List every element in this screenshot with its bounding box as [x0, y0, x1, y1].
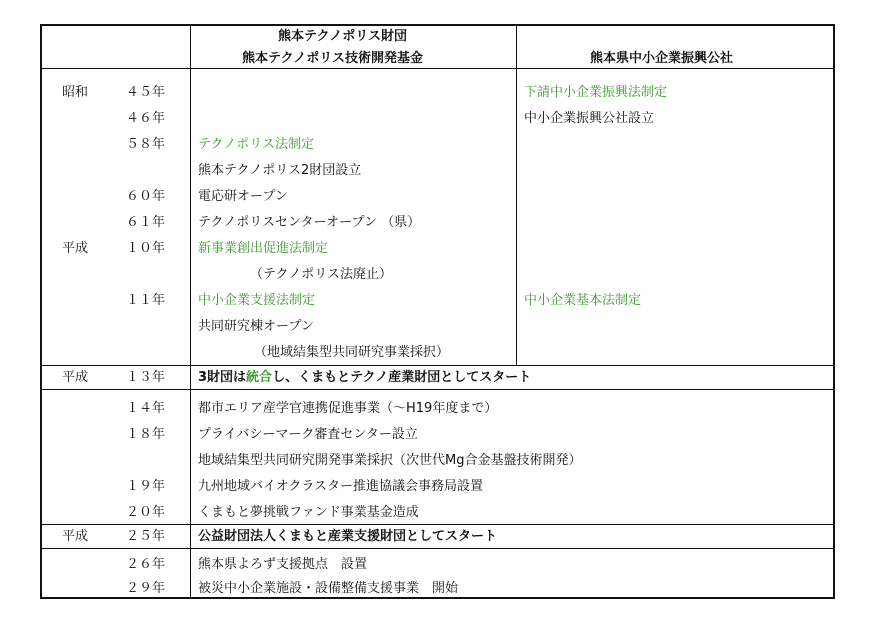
year-label: １０年 [126, 241, 166, 256]
event-col2: 新事業創出促進法制定 [198, 241, 329, 256]
timeline-table [40, 24, 835, 599]
event-col2-note: （地域結集型共同研究事業採択） [254, 345, 450, 360]
row-rule-h25-bottom [42, 548, 833, 549]
era-label: 平成 [62, 241, 89, 256]
year-label: ２０年 [126, 505, 166, 520]
col-divider-1 [190, 26, 191, 365]
row-rule-h25-top [42, 524, 833, 525]
year-label: １４年 [126, 401, 166, 416]
event-col2: 公益財団法人くまもと産業支援財団としてスタート [198, 529, 498, 544]
era-label: 平成 [62, 529, 89, 544]
event-col2: プライバシーマーク審査センター設立 [198, 427, 418, 442]
event-col2: テクノポリスセンターオープン （県） [198, 215, 421, 230]
year-label: ２５年 [126, 529, 166, 544]
row-rule-h13-top [42, 365, 833, 366]
col-divider-1-lower [190, 365, 191, 597]
header-rule [42, 68, 833, 69]
era-label: 昭和 [62, 85, 89, 100]
event-col2: テクノポリス法制定 [198, 137, 314, 152]
event-col3: 中小企業基本法制定 [524, 293, 642, 308]
merge-text-c: し、くまもとテクノ産業財団としてスタート [272, 370, 532, 385]
event-col2: 熊本県よろず支援拠点 設置 [198, 557, 368, 572]
header-col2-line2: 熊本テクノポリス技術開発基金 [242, 51, 423, 66]
row-rule-h13-bottom [42, 389, 833, 390]
year-label: ４６年 [126, 111, 166, 126]
event-col3: 下請中小企業振興法制定 [524, 85, 668, 100]
event-col2: 地域結集型共同研究開発事業採択（次世代Mg合金基盤技術開発） [198, 453, 582, 468]
year-label: １８年 [126, 427, 166, 442]
event-col2-note: （テクノポリス法廃止） [250, 267, 392, 282]
year-label: １１年 [126, 293, 166, 308]
event-col2: 九州地域バイオクラスター推進協議会事務局設置 [198, 479, 483, 494]
event-col2: 電応研オープン [198, 189, 288, 204]
year-label: ５８年 [126, 137, 166, 152]
header-col2-line1: 熊本テクノポリス財団 [278, 29, 407, 44]
year-label: ６１年 [126, 215, 166, 230]
year-label: １９年 [126, 479, 166, 494]
event-col3: 中小企業振興公社設立 [524, 111, 655, 126]
event-col2: 都市エリア産学官連携促進事業（～H19年度まで） [198, 401, 498, 416]
merge-text-highlight: 統合 [246, 370, 273, 385]
event-col2: 熊本テクノポリス2財団設立 [198, 163, 362, 178]
year-label: １３年 [126, 370, 166, 385]
col-divider-2 [516, 26, 517, 365]
year-label: ４５年 [126, 85, 166, 100]
event-col2: くまもと夢挑戦ファンド事業基金造成 [198, 505, 419, 520]
event-col2: 共同研究棟オープン [198, 319, 314, 334]
year-label: ２６年 [126, 557, 166, 572]
year-label: ２９年 [126, 581, 166, 596]
era-label: 平成 [62, 370, 89, 385]
header-col3: 熊本県中小企業振興公社 [590, 51, 734, 66]
event-col2: 中小企業支援法制定 [198, 293, 316, 308]
event-col2: 被災中小企業施設・設備整備支援事業 開始 [198, 581, 459, 596]
merge-text-a: 3財団は [198, 370, 247, 385]
year-label: ６０年 [126, 189, 166, 204]
event-col2-merged [198, 369, 531, 387]
